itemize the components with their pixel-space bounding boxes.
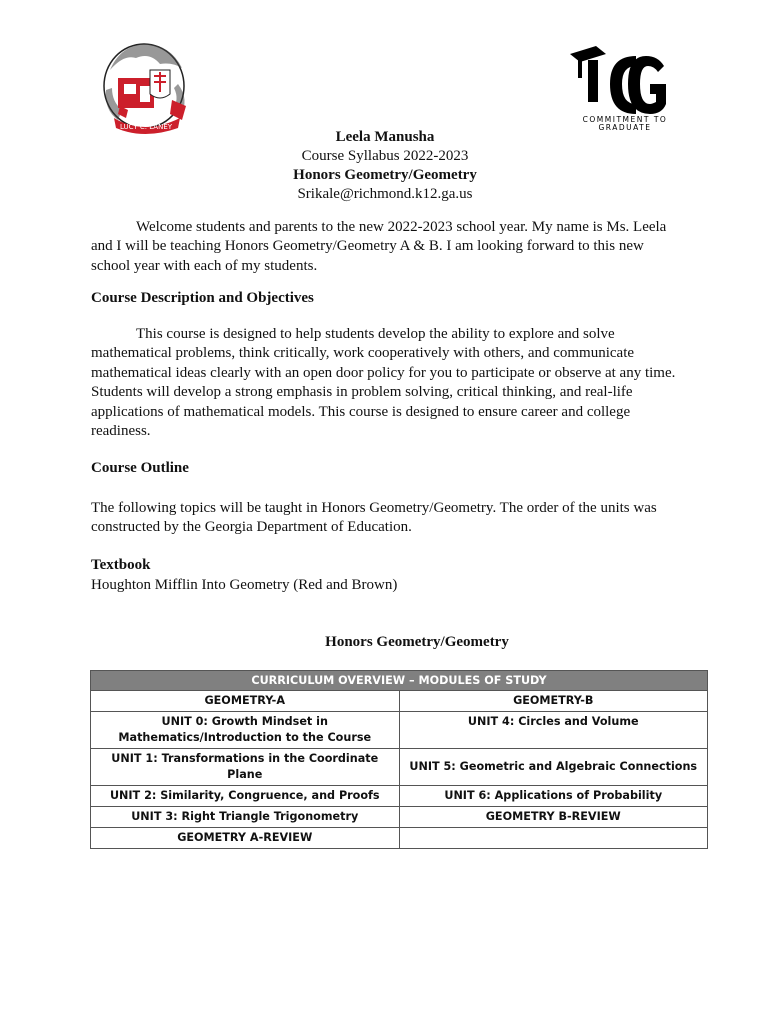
svg-text:LUCY C. LANEY: LUCY C. LANEY xyxy=(119,123,173,131)
unit-a-cell: UNIT 1: Transformations in the Coordinate Plane xyxy=(91,749,400,786)
table-row xyxy=(91,828,708,849)
unit-b-cell: GEOMETRY B-REVIEW xyxy=(399,807,708,828)
unit-a-cell: UNIT 0: Growth Mindset in Mathematics/Introduction to the Course xyxy=(91,712,400,749)
description-paragraph: This course is designed to help students develop the ability to explore and solve mathematical problems, think critically, work cooperatively with others, and communicate mathematical ideas clearly with an open door policy for you to participate or observe at any time. Students will develop a strong emphasis in problem solving, critical thinking, and real-life applications of mathematical models. This course is designed to ensure career and college readiness. xyxy=(91,326,676,440)
welcome-paragraph: Welcome students and parents to the new 2022-2023 school year. My name is Ms. Leela and I will be teaching Honors Geometry/Geometry A & B. I am looking forward to this new school year with each of my students. xyxy=(91,219,667,274)
svg-text:2: 2 xyxy=(628,77,637,91)
table-row xyxy=(91,749,708,786)
syllabus-subtitle: Course Syllabus 2022-2023 xyxy=(301,148,469,164)
logo-tagline: COMMITMENT TO GRADUATE xyxy=(582,115,668,132)
table-row xyxy=(91,807,708,828)
outline-heading: Course Outline xyxy=(91,460,189,476)
document-header xyxy=(0,128,770,204)
commitment-to-graduate-logo xyxy=(566,44,668,134)
textbook-heading: Textbook xyxy=(91,557,151,573)
table-row xyxy=(91,786,708,807)
unit-b-cell: UNIT 4: Circles and Volume xyxy=(399,712,708,749)
course-title: Honors Geometry/Geometry xyxy=(293,167,477,183)
school-crest-logo xyxy=(100,40,192,136)
column-header-b: GEOMETRY-B xyxy=(399,691,708,712)
outline-paragraph: The following topics will be taught in Honors Geometry/Geometry. The order of the units was constructed by the Georgia Department of Education. xyxy=(91,500,657,536)
unit-b-cell: UNIT 6: Applications of Probability xyxy=(399,786,708,807)
unit-a-cell: UNIT 3: Right Triangle Trigonometry xyxy=(91,807,400,828)
unit-a-cell: GEOMETRY A-REVIEW xyxy=(91,828,400,849)
teacher-name: Leela Manusha xyxy=(335,129,435,145)
unit-b-cell: UNIT 5: Geometric and Algebraic Connections xyxy=(399,749,708,786)
textbook-text: Houghton Mifflin Into Geometry (Red and Brown) xyxy=(91,577,398,593)
description-heading: Course Description and Objectives xyxy=(91,290,314,306)
curriculum-title: Honors Geometry/Geometry xyxy=(325,634,509,650)
curriculum-table xyxy=(90,670,708,849)
curriculum-banner: CURRICULUM OVERVIEW – MODULES OF STUDY xyxy=(91,671,708,691)
table-header-row xyxy=(91,691,708,712)
unit-b-cell xyxy=(399,828,708,849)
table-row xyxy=(91,712,708,749)
unit-a-cell: UNIT 2: Similarity, Congruence, and Proofs xyxy=(91,786,400,807)
column-header-a: GEOMETRY-A xyxy=(91,691,400,712)
teacher-email: Srikale@richmond.k12.ga.us xyxy=(297,186,473,202)
